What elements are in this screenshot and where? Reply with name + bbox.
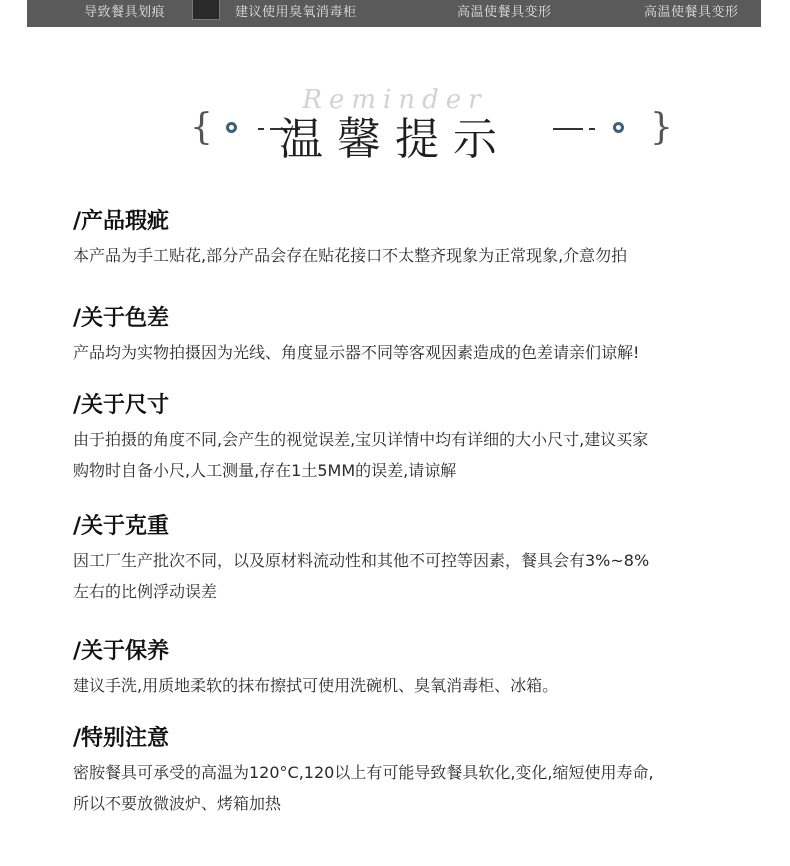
section-special-notice <box>73 725 733 819</box>
caption-heat-deform-2: 高温使餐具变形 <box>644 5 739 20</box>
section-text-line: 所以不要放微波炉、烤箱加热 <box>73 794 282 813</box>
left-brace: { <box>190 107 213 148</box>
section-text-line: 左右的比例浮动误差 <box>73 582 218 601</box>
caption-ozone-cabinet: 建议使用臭氧消毒柜 <box>235 5 357 20</box>
section-color-difference <box>73 305 733 368</box>
section-size <box>73 392 733 486</box>
right-short-dash <box>589 128 595 130</box>
section-defects <box>73 208 733 271</box>
section-text-line: 密胺餐具可承受的高温为120°C,120以上有可能导致餐具软化,变化,缩短使用寿命, <box>73 763 654 782</box>
section-text-line: 产品均为实物拍摄因为光线、角度显示器不同等客观因素造成的色差请亲们谅解! <box>73 343 640 362</box>
right-brace: } <box>650 107 673 148</box>
section-text-line: 本产品为手工贴花,部分产品会存在贴花接口不太整齐现象为正常现象,介意勿拍 <box>73 246 628 265</box>
image-caption-strip <box>27 0 761 27</box>
right-dot-icon <box>613 122 624 133</box>
cabinet-thumbnail <box>192 0 220 20</box>
section-text-line: 建议手洗,用质地柔软的抹布擦拭可使用洗碗机、臭氧消毒柜、冰箱。 <box>73 676 559 695</box>
section-title: /特别注意 <box>73 726 170 751</box>
section-text-line: 因工厂生产批次不同，以及原材料流动性和其他不可控等因素，餐具会有3%~8% <box>73 551 650 570</box>
section-title: /产品瑕疵 <box>73 209 170 234</box>
caption-heat-deform-1: 高温使餐具变形 <box>457 5 552 20</box>
caption-scratch: 导致餐具划痕 <box>84 5 166 20</box>
section-text-line: 由于拍摄的角度不同,会产生的视觉误差,宝贝详情中均有详细的大小尺寸,建议买家 <box>73 430 649 449</box>
section-weight <box>73 513 733 607</box>
section-text-line: 购物时自备小尺,人工测量,存在1土5MM的误差,请谅解 <box>73 461 457 480</box>
reminder-watermark: Reminder <box>302 85 488 115</box>
section-title: /关于尺寸 <box>73 393 170 418</box>
reminder-heading <box>0 85 790 165</box>
section-title: /关于保养 <box>73 639 170 664</box>
section-title: /关于克重 <box>73 514 170 539</box>
page-title: 温馨提示 <box>279 114 511 165</box>
section-title: /关于色差 <box>73 306 170 331</box>
section-care <box>73 638 733 701</box>
right-long-dash <box>553 128 583 130</box>
